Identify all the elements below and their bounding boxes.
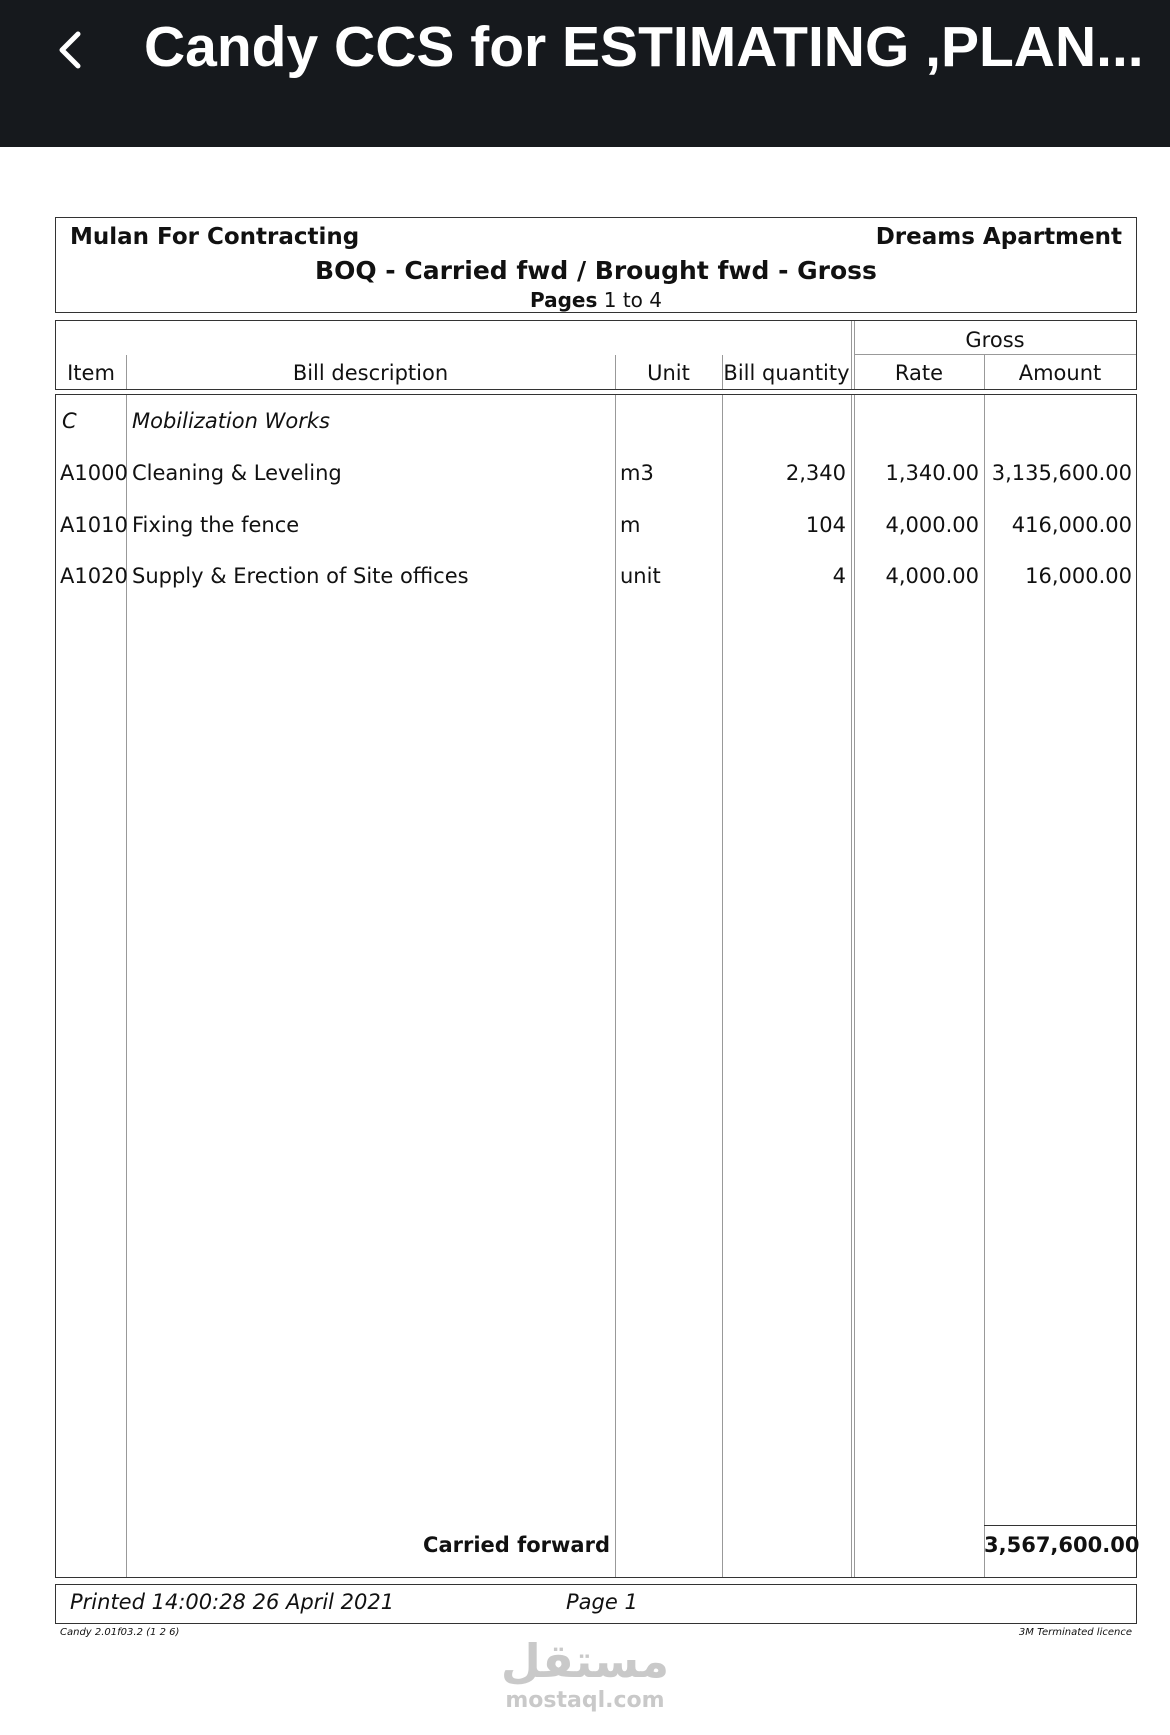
licence-label: 3M Terminated licence [1018,1627,1132,1638]
divider [851,321,852,389]
description: Cleaning & Leveling [132,461,342,485]
amount-header: Amount [1018,361,1102,385]
quantity: 104 [805,513,846,537]
description-header: Bill description [292,361,449,385]
document-header [55,217,1137,313]
company-name: Mulan For Contracting [70,224,360,250]
app-title: Candy CCS for ESTIMATING ,PLAN... [144,15,1144,79]
quantity-header: Bill quantity [723,361,850,385]
pages-range [56,288,1136,312]
amount: 3,135,600.00 [991,461,1132,485]
rate: 4,000.00 [885,564,979,588]
page-footer [55,1584,1137,1624]
item-header: Item [67,361,115,385]
unit: unit [620,564,661,588]
app-bar [0,0,1170,147]
section-title: Mobilization Works [132,409,330,433]
quantity: 2,340 [785,461,846,485]
pages-label: Pages [529,288,598,312]
boq-table [55,394,1140,1578]
description: Supply & Erection of Site offices [132,564,469,588]
item-code: A1020 [60,564,128,588]
document-title: BOQ - Carried fwd / Brought fwd - Gross [315,256,877,285]
item-code: A1010 [60,513,128,537]
divider [854,354,1136,355]
gross-group-header: Gross [965,328,1025,352]
carried-forward-amount: 3,567,600.00 [984,1533,1140,1557]
rate: 1,340.00 [885,461,979,485]
rate-header: Rate [894,361,944,385]
item-code: A1000 [60,461,128,485]
project-name: Dreams Apartment [875,224,1122,250]
column-header [55,320,1137,390]
quantity: 4 [832,564,846,588]
unit-header: Unit [647,361,690,385]
description: Fixing the fence [132,513,300,537]
unit: m3 [620,461,654,485]
back-arrow-icon[interactable] [52,30,92,70]
version-label: Candy 2.01f03.2 (1 2 6) [60,1627,180,1638]
pages-value: 1 to 4 [603,288,662,312]
page-number: Page 1 [566,1590,638,1614]
rate: 4,000.00 [885,513,979,537]
watermark-url: mostaql.com [505,1688,665,1713]
divider [615,395,616,1577]
amount: 416,000.00 [1011,513,1132,537]
unit: m [620,513,641,537]
carried-forward-label: Carried forward [423,1533,610,1557]
watermark-logo: مستقل [500,1634,670,1688]
amount: 16,000.00 [1025,564,1132,588]
section-code: C [62,409,77,433]
printed-timestamp: Printed 14:00:28 26 April 2021 [70,1590,395,1614]
total-divider [984,1525,1136,1526]
divider [851,395,852,1577]
